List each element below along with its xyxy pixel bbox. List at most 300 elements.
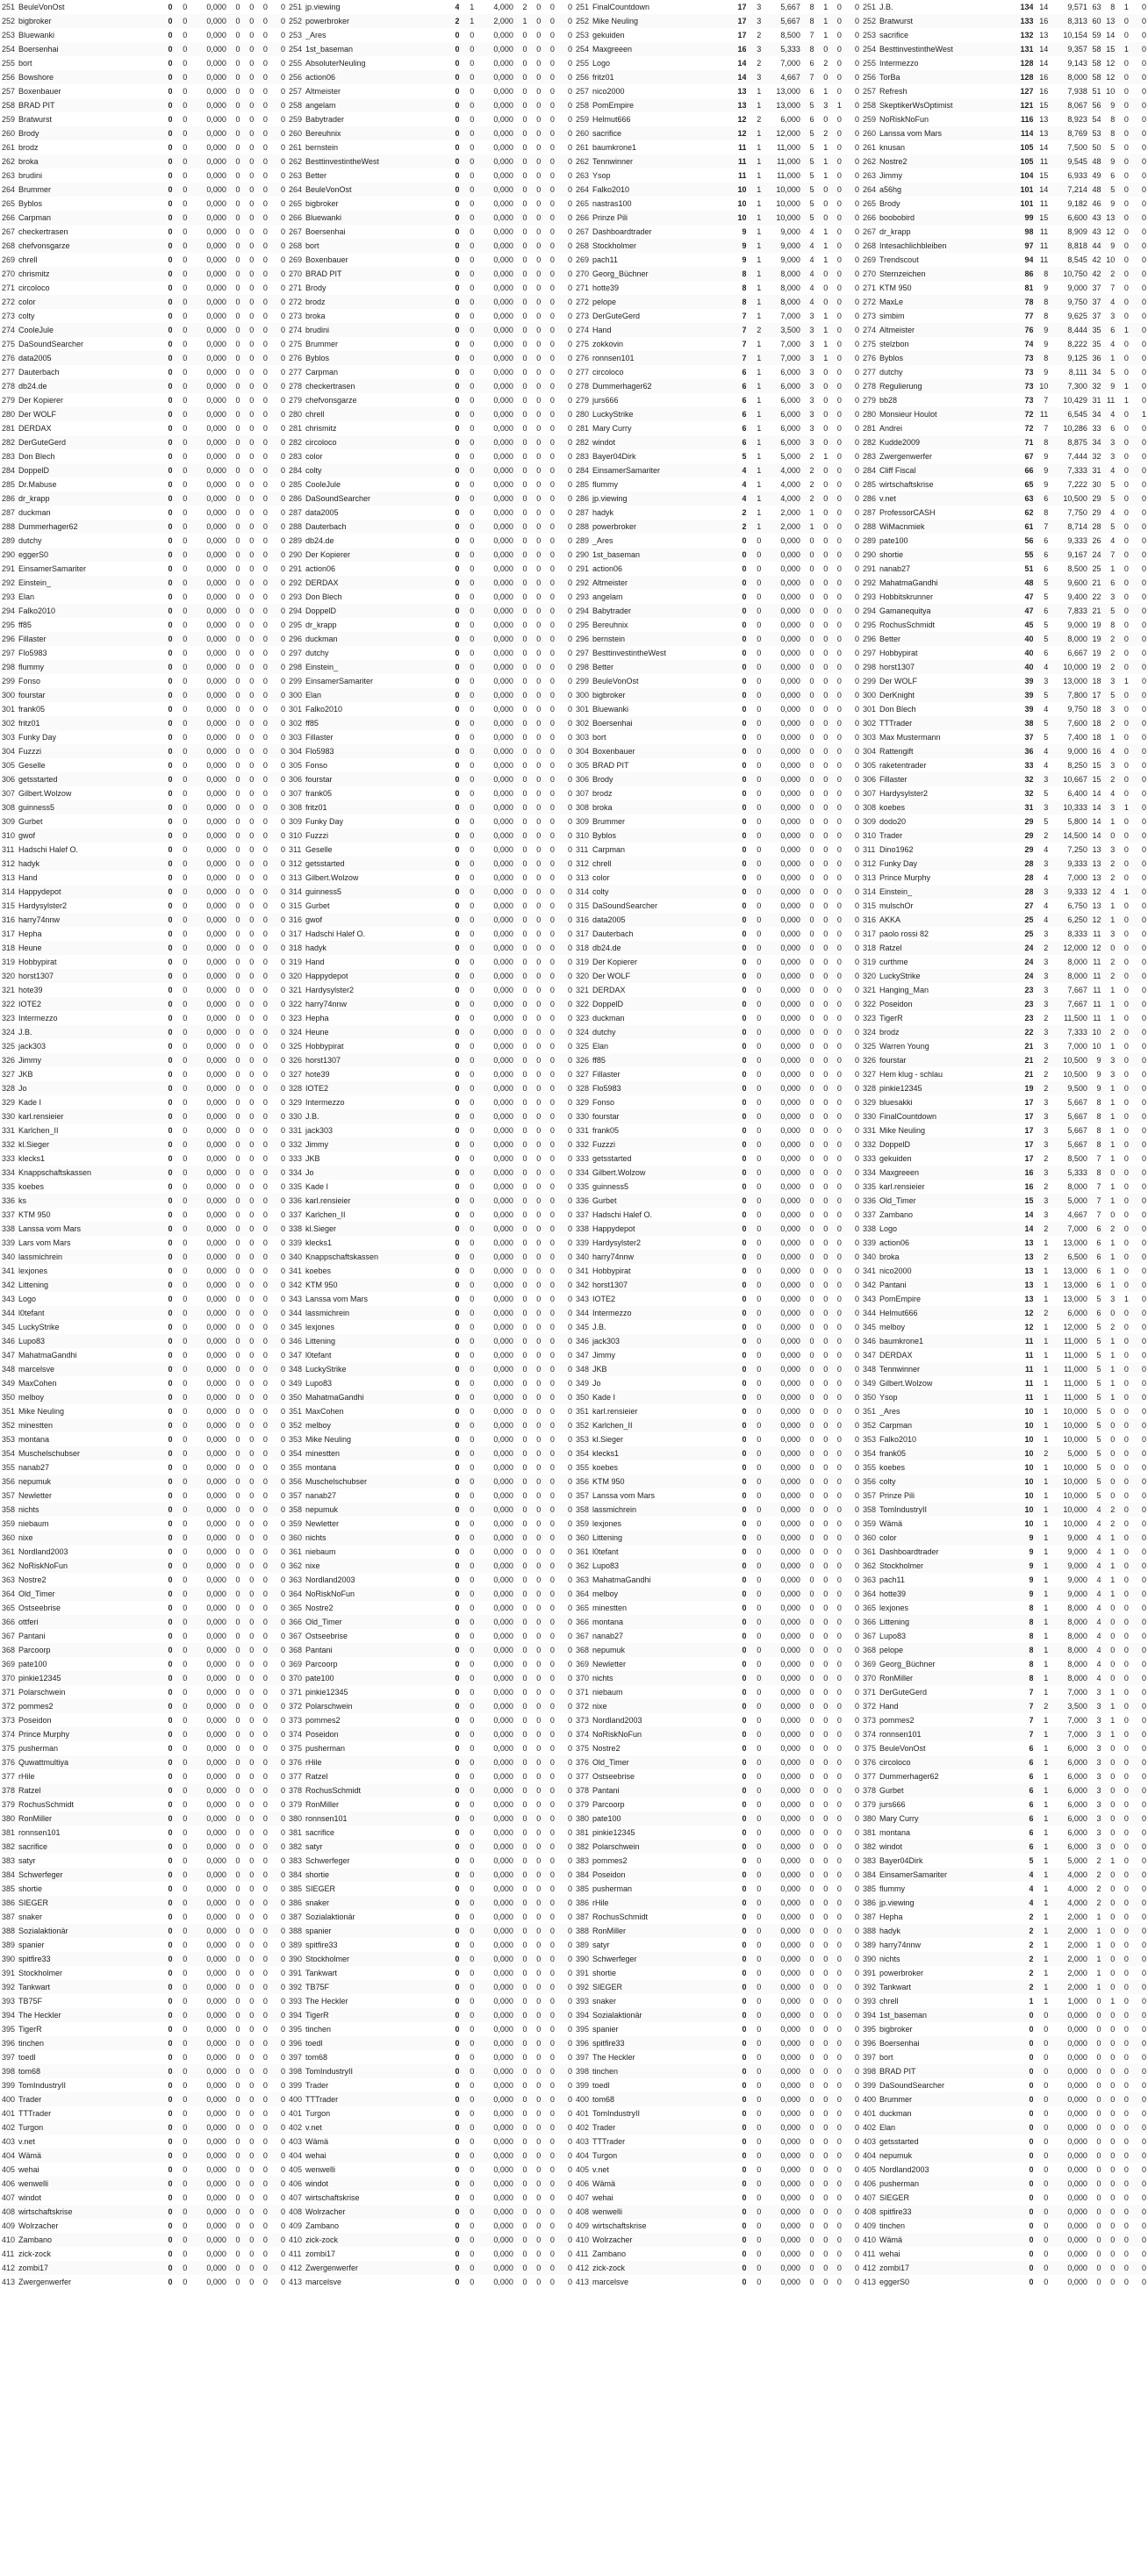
stat-d-cell: 0 [842, 955, 859, 969]
points-cell: 0 [442, 800, 459, 814]
player-name-cell: MahatmaGandhi [592, 1573, 729, 1587]
stat-b-cell: 0 [814, 2205, 829, 2219]
stat-d-cell: 0 [268, 1994, 285, 2008]
stat-b-cell: 0 [527, 2247, 542, 2261]
rank-cell: 273 [289, 309, 305, 323]
games-cell: 0 [172, 969, 187, 983]
stat-c-cell: 0 [254, 492, 268, 506]
rank-cell: 295 [2, 618, 18, 632]
points-cell: 0 [155, 197, 172, 211]
stat-a-cell: 0 [800, 1517, 814, 1531]
rank-cell: 318 [289, 941, 305, 955]
average-cell: 0,000 [474, 1896, 513, 1910]
stat-d-cell: 0 [555, 548, 572, 562]
points-cell: 0 [729, 2233, 746, 2247]
points-cell: 0 [442, 449, 459, 463]
games-cell: 0 [459, 379, 474, 393]
average-cell: 0,000 [187, 2036, 226, 2050]
rank-cell: 264 [2, 183, 18, 197]
games-cell: 0 [459, 506, 474, 520]
stat-d-cell: 0 [1129, 70, 1146, 84]
stat-b-cell: 0 [527, 772, 542, 786]
table-row [289, 1460, 572, 1475]
stat-d-cell: 0 [268, 28, 285, 42]
rank-cell: 344 [2, 1306, 18, 1320]
table-row [2, 702, 285, 716]
average-cell: 0,000 [761, 1334, 800, 1348]
player-name-cell: l0tefant [592, 1545, 729, 1559]
player-name-cell: ronnsen101 [18, 1826, 155, 1840]
stat-b-cell: 0 [527, 2233, 542, 2247]
table-row [576, 1095, 859, 1109]
games-cell: 1 [746, 98, 761, 112]
stat-a-cell: 0 [226, 281, 240, 295]
stat-c-cell: 0 [541, 1067, 555, 1081]
stat-d-cell: 0 [555, 1952, 572, 1966]
table-row [2, 225, 285, 239]
rank-cell: 387 [2, 1910, 18, 1924]
table-row [2, 506, 285, 520]
average-cell: 0,000 [187, 1629, 226, 1643]
stat-a-cell: 0 [226, 1657, 240, 1671]
stat-c-cell: 0 [541, 1278, 555, 1292]
stat-c-cell: 0 [828, 365, 842, 379]
games-cell: 0 [746, 2064, 761, 2078]
stat-c-cell: 0 [254, 28, 268, 42]
games-cell: 0 [459, 969, 474, 983]
stat-d-cell: 0 [268, 1882, 285, 1896]
stat-b-cell: 0 [240, 295, 255, 309]
rank-cell: 378 [2, 1783, 18, 1797]
player-name-cell: sacrifice [879, 28, 1016, 42]
average-cell: 0,000 [187, 955, 226, 969]
stat-a-cell: 0 [513, 1446, 527, 1460]
stat-c-cell: 0 [254, 1952, 268, 1966]
stat-c-cell: 0 [828, 449, 842, 463]
stat-d-cell: 0 [842, 1320, 859, 1334]
points-cell: 0 [442, 646, 459, 660]
rank-cell: 318 [576, 941, 592, 955]
stat-c-cell: 0 [254, 885, 268, 899]
stat-d-cell: 0 [842, 590, 859, 604]
rank-cell: 329 [576, 1095, 592, 1109]
average-cell: 0,000 [761, 1545, 800, 1559]
stat-d-cell: 0 [842, 1334, 859, 1348]
points-cell: 0 [729, 1250, 746, 1264]
stat-b-cell: 0 [527, 871, 542, 885]
stat-c-cell: 0 [828, 520, 842, 534]
player-name-cell: Altmeister [592, 576, 729, 590]
stat-b-cell: 0 [814, 2247, 829, 2261]
average-cell: 0,000 [187, 1362, 226, 1376]
stat-c-cell: 0 [541, 1376, 555, 1390]
average-cell: 0,000 [761, 1713, 800, 1727]
table-row [2, 2205, 285, 2219]
stat-c-cell: 0 [254, 1769, 268, 1783]
average-cell: 0,000 [187, 267, 226, 281]
average-cell: 0,000 [187, 1783, 226, 1797]
stat-b-cell: 0 [240, 562, 255, 576]
player-name-cell: Stockholmer [18, 1966, 155, 1980]
stat-c-cell: 0 [541, 197, 555, 211]
table-row [863, 112, 1146, 126]
stat-a-cell: 0 [226, 2191, 240, 2205]
table-row [289, 520, 572, 534]
games-cell: 0 [172, 1601, 187, 1615]
player-name-cell: The Heckler [592, 2050, 729, 2064]
player-name-cell: LuckyStrike [305, 1362, 442, 1376]
stat-b-cell: 8 [1101, 112, 1116, 126]
points-cell: 0 [442, 604, 459, 618]
stat-c-cell: 0 [828, 1432, 842, 1446]
stat-a-cell: 0 [513, 281, 527, 295]
stat-a-cell: 0 [800, 1769, 814, 1783]
stat-a-cell: 0 [800, 800, 814, 814]
stat-b-cell: 0 [814, 1727, 829, 1741]
stat-a-cell: 0 [800, 1123, 814, 1137]
table-row [576, 1882, 859, 1896]
stat-b-cell: 0 [240, 534, 255, 548]
table-row [289, 28, 572, 42]
stat-b-cell: 0 [814, 1123, 829, 1137]
stat-c-cell: 0 [828, 211, 842, 225]
rank-cell: 329 [2, 1095, 18, 1109]
table-row [289, 351, 572, 365]
stat-a-cell: 7 [800, 28, 814, 42]
player-name-cell: Fonso [18, 674, 155, 688]
points-cell: 0 [155, 1180, 172, 1194]
player-name-cell: DaSoundSearcher [18, 337, 155, 351]
rank-cell: 353 [2, 1432, 18, 1446]
stat-b-cell: 0 [814, 1348, 829, 1362]
average-cell: 0,000 [761, 1840, 800, 1854]
points-cell: 0 [155, 1994, 172, 2008]
stat-d-cell: 0 [268, 2275, 285, 2289]
stat-d-cell: 0 [268, 2177, 285, 2191]
rank-cell: 359 [289, 1517, 305, 1531]
points-cell: 0 [442, 1250, 459, 1264]
points-cell: 0 [729, 1980, 746, 1994]
games-cell: 0 [746, 2036, 761, 2050]
average-cell: 0,000 [761, 2219, 800, 2233]
rank-cell: 329 [289, 1095, 305, 1109]
stat-d-cell: 0 [268, 1236, 285, 1250]
table-row [289, 618, 572, 632]
player-name-cell: frank05 [305, 786, 442, 800]
player-name-cell: Hand [305, 955, 442, 969]
stat-a-cell: 0 [800, 1938, 814, 1952]
stat-c-cell: 0 [541, 449, 555, 463]
player-name-cell: DaSoundSearcher [305, 492, 442, 506]
player-name-cell: minestten [592, 1601, 729, 1615]
player-name-cell: Turgon [305, 2106, 442, 2120]
average-cell: 13,000 [761, 84, 800, 98]
table-row [289, 2106, 572, 2120]
rank-cell: 308 [2, 800, 18, 814]
stat-c-cell: 0 [1115, 98, 1129, 112]
player-name-cell: wirtschaftskrise [305, 2191, 442, 2205]
stat-b-cell: 0 [814, 379, 829, 393]
player-name-cell: Tennwinner [592, 154, 729, 169]
points-cell: 0 [729, 1278, 746, 1292]
rank-cell: 257 [2, 84, 18, 98]
rank-cell: 252 [576, 14, 592, 28]
stat-d-cell: 0 [555, 1446, 572, 1460]
stat-d-cell: 0 [555, 2275, 572, 2289]
player-name-cell: J.B. [305, 1109, 442, 1123]
points-cell: 0 [729, 941, 746, 955]
stat-b-cell: 0 [527, 407, 542, 421]
stat-d-cell: 0 [555, 42, 572, 56]
table-row [576, 927, 859, 941]
points-cell: 0 [442, 70, 459, 84]
average-cell: 0,000 [761, 716, 800, 730]
stat-a-cell: 0 [226, 2247, 240, 2261]
games-cell: 0 [172, 2050, 187, 2064]
player-name-cell: Refresh [879, 84, 1016, 98]
stat-a-cell: 0 [800, 871, 814, 885]
table-row [2, 688, 285, 702]
average-cell: 0,000 [761, 688, 800, 702]
table-row [2, 1489, 285, 1503]
games-cell: 0 [459, 786, 474, 800]
stat-b-cell: 0 [240, 1783, 255, 1797]
stat-c-cell: 0 [541, 1727, 555, 1741]
rank-cell: 319 [2, 955, 18, 969]
rank-cell: 260 [2, 126, 18, 140]
player-name-cell: Fillaster [592, 1067, 729, 1081]
stat-c-cell: 0 [828, 1222, 842, 1236]
average-cell: 0,000 [187, 688, 226, 702]
games-cell: 0 [459, 1390, 474, 1404]
stat-a-cell: 0 [226, 2120, 240, 2135]
rank-cell: 398 [2, 2064, 18, 2078]
points-cell: 0 [729, 1769, 746, 1783]
stat-b-cell: 0 [814, 955, 829, 969]
games-cell: 0 [172, 2008, 187, 2022]
average-cell: 0,000 [761, 772, 800, 786]
stat-a-cell: 0 [226, 1208, 240, 1222]
average-cell: 0,000 [474, 1924, 513, 1938]
stat-c-cell: 0 [828, 660, 842, 674]
stat-b-cell: 0 [240, 1826, 255, 1840]
stat-d-cell: 0 [555, 885, 572, 899]
stat-a-cell: 0 [513, 1587, 527, 1601]
table-row [2, 70, 285, 84]
table-row [289, 309, 572, 323]
stat-d-cell: 0 [555, 660, 572, 674]
points-cell: 4 [729, 492, 746, 506]
table-row [289, 421, 572, 435]
stat-a-cell: 0 [226, 463, 240, 477]
average-cell: 0,000 [474, 506, 513, 520]
player-name-cell: nixe [18, 1531, 155, 1545]
points-cell: 11 [729, 154, 746, 169]
stat-b-cell: 0 [527, 1783, 542, 1797]
rank-cell: 268 [576, 239, 592, 253]
table-row [576, 520, 859, 534]
stat-d-cell: 0 [555, 2022, 572, 2036]
stat-d-cell: 0 [842, 14, 859, 28]
games-cell: 0 [746, 829, 761, 843]
stat-a-cell: 0 [800, 716, 814, 730]
stat-a-cell: 0 [226, 42, 240, 56]
player-name-cell: tinchen [592, 2064, 729, 2078]
stat-d-cell: 0 [555, 1854, 572, 1868]
stat-a-cell: 0 [226, 1292, 240, 1306]
games-cell: 0 [172, 2177, 187, 2191]
stat-b-cell: 0 [814, 758, 829, 772]
player-name-cell: Dummerhager62 [18, 520, 155, 534]
stat-b-cell: 0 [814, 1797, 829, 1812]
player-name-cell: Schwerfeger [18, 1868, 155, 1882]
points-cell: 7 [729, 323, 746, 337]
table-row [2, 42, 285, 56]
player-name-cell: wehai [305, 2149, 442, 2163]
player-name-cell: spanier [592, 2022, 729, 2036]
rank-cell: 254 [289, 42, 305, 56]
stat-a-cell: 0 [800, 2135, 814, 2149]
games-cell: 1 [746, 520, 761, 534]
stat-b-cell: 0 [240, 2163, 255, 2177]
points-cell: 0 [155, 70, 172, 84]
table-row [576, 871, 859, 885]
stat-d-cell: 0 [268, 520, 285, 534]
stat-d-cell: 0 [842, 365, 859, 379]
table-row [289, 1109, 572, 1123]
points-cell: 0 [729, 1840, 746, 1854]
games-cell: 0 [459, 1727, 474, 1741]
points-cell: 0 [155, 42, 172, 56]
points-cell: 0 [729, 1236, 746, 1250]
points-cell: 0 [729, 2092, 746, 2106]
player-name-cell: Littening [18, 1278, 155, 1292]
stat-d-cell: 0 [842, 2008, 859, 2022]
games-cell: 0 [172, 2064, 187, 2078]
rank-cell: 347 [576, 1348, 592, 1362]
player-name-cell: Newletter [18, 1489, 155, 1503]
stat-d-cell: 0 [268, 1489, 285, 1503]
stat-c-cell: 0 [828, 154, 842, 169]
stat-c-cell: 0 [541, 506, 555, 520]
player-name-cell: NoRiskNoFun [879, 112, 1016, 126]
stat-c-cell: 0 [541, 1741, 555, 1755]
table-row [289, 1053, 572, 1067]
stat-a-cell: 0 [800, 1376, 814, 1390]
stat-a-cell: 0 [800, 590, 814, 604]
points-cell: 0 [442, 927, 459, 941]
games-cell: 0 [459, 1854, 474, 1868]
stat-a-cell: 0 [513, 1882, 527, 1896]
stat-b-cell: 0 [527, 1475, 542, 1489]
stat-a-cell: 0 [226, 2022, 240, 2036]
stat-b-cell: 0 [527, 941, 542, 955]
table-row [2, 1475, 285, 1489]
stat-d-cell: 0 [268, 492, 285, 506]
games-cell: 0 [746, 1404, 761, 1418]
games-cell: 0 [459, 1573, 474, 1587]
rank-cell: 350 [576, 1390, 592, 1404]
stat-d-cell: 0 [842, 1278, 859, 1292]
player-name-cell: Hobbypirat [592, 1264, 729, 1278]
games-cell: 0 [746, 786, 761, 800]
stat-a-cell: 0 [226, 632, 240, 646]
table-row [2, 955, 285, 969]
stat-b-cell: 0 [814, 1671, 829, 1685]
average-cell: 0,000 [761, 1797, 800, 1812]
stat-d-cell: 0 [842, 2261, 859, 2275]
rank-cell: 395 [289, 2022, 305, 2036]
stat-a-cell: 0 [513, 2008, 527, 2022]
rank-cell: 311 [576, 843, 592, 857]
stat-d-cell: 0 [555, 2233, 572, 2247]
stat-b-cell: 0 [814, 1390, 829, 1404]
table-row [576, 281, 859, 295]
average-cell: 0,000 [474, 604, 513, 618]
stat-d-cell: 0 [555, 1489, 572, 1503]
points-cell: 16 [729, 42, 746, 56]
stat-b-cell: 0 [814, 1643, 829, 1657]
stat-c-cell: 0 [254, 1868, 268, 1882]
games-cell: 0 [459, 1812, 474, 1826]
stat-a-cell: 0 [800, 1348, 814, 1362]
stat-c-cell: 0 [254, 1404, 268, 1418]
rank-cell: 398 [289, 2064, 305, 2078]
stat-c-cell: 0 [254, 1601, 268, 1615]
table-row [576, 435, 859, 449]
player-name-cell: bigbroker [592, 688, 729, 702]
points-cell: 0 [442, 1334, 459, 1348]
table-row [576, 1123, 859, 1137]
stat-a-cell: 0 [226, 239, 240, 253]
stat-d-cell: 0 [842, 98, 859, 112]
rank-cell: 297 [576, 646, 592, 660]
average-cell: 0,000 [761, 1615, 800, 1629]
stat-b-cell: 1 [814, 449, 829, 463]
stat-c-cell: 0 [541, 2036, 555, 2050]
player-name-cell: Ratzel [18, 1783, 155, 1797]
stat-b-cell: 0 [814, 1587, 829, 1601]
player-name-cell: db24.de [592, 941, 729, 955]
stat-b-cell: 0 [527, 1362, 542, 1376]
stat-d-cell: 0 [555, 0, 572, 14]
stat-c-cell: 0 [541, 1503, 555, 1517]
points-cell: 0 [155, 1952, 172, 1966]
rank-cell: 410 [2, 2233, 18, 2247]
stat-b-cell: 0 [527, 492, 542, 506]
table-row [2, 814, 285, 829]
rank-cell: 397 [289, 2050, 305, 2064]
rank-cell: 299 [2, 674, 18, 688]
stat-a-cell: 0 [513, 1952, 527, 1966]
stat-a-cell: 5 [800, 98, 814, 112]
games-cell: 0 [172, 1854, 187, 1868]
stat-d-cell: 0 [268, 2233, 285, 2247]
points-cell: 0 [442, 829, 459, 843]
player-name-cell: Georg_Büchner [592, 267, 729, 281]
player-name-cell: Intermezzo [592, 1306, 729, 1320]
average-cell: 0,000 [474, 2233, 513, 2247]
stat-b-cell: 0 [814, 295, 829, 309]
stat-d-cell: 0 [268, 1615, 285, 1629]
stat-c-cell: 0 [828, 2008, 842, 2022]
stat-a-cell: 0 [226, 1741, 240, 1755]
points-cell: 0 [442, 98, 459, 112]
rank-cell: 327 [289, 1067, 305, 1081]
stat-a-cell: 0 [226, 2064, 240, 2078]
stat-a-cell: 0 [800, 2036, 814, 2050]
games-cell: 0 [459, 84, 474, 98]
